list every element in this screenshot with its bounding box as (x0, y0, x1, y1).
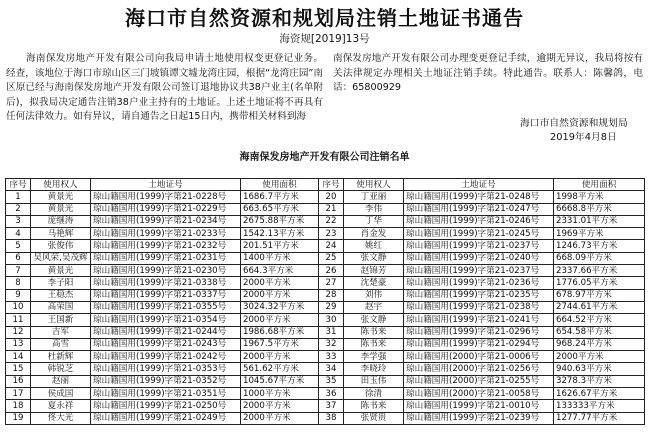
notice-body-left: 海南保发房地产开发有限公司向我局申请土地使用权变更登记业务。经查，该地位于海口市琼山区三门坡镇谭文墟龙湾庄园，根据“龙湾庄园”南区原已经与海南保发房地产开发有限公司签订退地协议共38户业主(名单附后)，拟我局决定通告注销38户业主持有的土地证。上述土地证将不再具有任何法律效力。如有异议，请自通告之日起15日内，携带相关材料到海 (6, 53, 323, 123)
table-row (6, 277, 645, 289)
cell-area: 1969平方米 (554, 228, 645, 240)
cell-owner: 李子阳 (31, 277, 91, 289)
table-row (6, 400, 645, 412)
cell-owner: 陈书来 (344, 400, 404, 412)
cell-area: 1045.67平方米 (241, 375, 319, 387)
cell-owner: 杜新辉 (31, 351, 91, 363)
table-row (6, 388, 645, 400)
cell-no: 9 (6, 289, 31, 301)
cell-area: 2000平方米 (241, 351, 319, 363)
cell-area: 2337.66平方米 (554, 265, 645, 277)
cell-owner: 田玉伟 (344, 375, 404, 387)
header-no: 序号 (6, 179, 31, 191)
cell-cert: 琼山籍国用(1999)字第21-0240号 (404, 252, 554, 264)
cell-area: 2000平方米 (554, 351, 645, 363)
cell-no: 10 (6, 301, 31, 313)
header-cert: 土地证号 (404, 179, 554, 191)
cell-owner: 张贤贵 (344, 412, 404, 424)
cell-area: 1277.77平方米 (554, 412, 645, 424)
cell-owner: 赵丽 (31, 375, 91, 387)
cell-cert: 琼山籍国用(1999)字第21-0353号 (91, 363, 241, 375)
table-row (6, 338, 645, 350)
cell-cert: 琼山籍国用(1999)字第21-0235号 (404, 289, 554, 301)
cell-owner: 高雪 (31, 338, 91, 350)
cell-area: 2675.88平方米 (241, 215, 319, 227)
header-owner: 使用权人 (31, 179, 91, 191)
table-row (6, 314, 645, 326)
table-row (6, 228, 645, 240)
cell-area: 2000平方米 (241, 289, 319, 301)
cell-area: 664.3平方米 (241, 265, 319, 277)
cell-no: 19 (6, 412, 31, 424)
cell-area: 1686.7平方米 (241, 191, 319, 203)
cell-owner: 夏永祥 (31, 400, 91, 412)
cell-owner: 姚红 (344, 240, 404, 252)
cell-owner: 李学强 (344, 351, 404, 363)
table-row (6, 252, 645, 264)
cell-area: 3278.3平方米 (554, 375, 645, 387)
cell-no: 34 (319, 363, 344, 375)
cell-owner: 丁亚丽 (344, 191, 404, 203)
cell-cert: 琼山籍国用(1999)字第21-0354号 (91, 314, 241, 326)
cell-no: 31 (319, 326, 344, 338)
cell-owner: 张俊伟 (31, 240, 91, 252)
cell-cert: 琼山籍国用(1999)字第21-0249号 (91, 412, 241, 424)
cell-no: 27 (319, 277, 344, 289)
table-row (6, 215, 645, 227)
cell-no: 3 (6, 215, 31, 227)
cell-no: 11 (6, 314, 31, 326)
cell-area: 2000平方米 (241, 400, 319, 412)
notice-body-right: 南保发房地产开发有限公司办理变更登记手续，逾期无异议，我局将按有关法律规定办理相关土地证注销手续。特此通告。联系人：陈馨鸽，电话：65800929 (333, 53, 643, 94)
cell-no: 8 (6, 277, 31, 289)
cell-owner: 丁华 (344, 215, 404, 227)
cell-area: 561.62平方米 (241, 363, 319, 375)
cell-cert: 琼山籍国用(1999)字第21-0338号 (91, 277, 241, 289)
cell-area: 1000平方米 (241, 388, 319, 400)
cell-area: 663.65平方米 (241, 203, 319, 215)
cell-cert: 琼山籍国用(1999)字第21-0234号 (91, 215, 241, 227)
cell-cert: 琼山籍国用(1999)字第21-0239号 (404, 412, 554, 424)
cell-cert: 琼山籍国用(1999)字第21-0229号 (91, 203, 241, 215)
cell-area: 664.52平方米 (554, 314, 645, 326)
cell-cert: 琼山籍国用(1999)字第21-0233号 (91, 228, 241, 240)
cell-no: 26 (319, 265, 344, 277)
cell-cert: 琼山籍国用(1999)字第21-0351号 (91, 388, 241, 400)
cell-no: 13 (6, 338, 31, 350)
cell-owner: 王稳杰 (31, 289, 91, 301)
cell-owner: 佟大光 (31, 412, 91, 424)
cell-no: 1 (6, 191, 31, 203)
cell-owner: 黄景光 (31, 265, 91, 277)
cell-area: 1626.67平方米 (554, 388, 645, 400)
cell-cert: 琼山籍国用(2000)字第21-0255号 (404, 375, 554, 387)
cell-area: 668.09平方米 (554, 252, 645, 264)
cell-cert: 琼山籍国用(1999)字第21-0228号 (91, 191, 241, 203)
cell-owner: 王国新 (31, 314, 91, 326)
cell-area: 654.58平方米 (554, 326, 645, 338)
cell-cert: 琼山籍国用(1999)字第21-0250号 (91, 400, 241, 412)
cell-area: 2000平方米 (241, 314, 319, 326)
cell-no: 32 (319, 338, 344, 350)
cell-cert: 琼山籍国用(1999)字第21-0237号 (404, 265, 554, 277)
cell-cert: 琼山籍国用(1999)字第21-0248号 (404, 191, 554, 203)
table-row (6, 265, 645, 277)
cell-no: 12 (6, 326, 31, 338)
issue-date: 2019年4月8日 (550, 132, 617, 143)
cell-no: 36 (319, 388, 344, 400)
cell-no: 23 (319, 228, 344, 240)
cell-no: 29 (319, 301, 344, 313)
cell-no: 17 (6, 388, 31, 400)
cell-no: 16 (6, 375, 31, 387)
cell-owner: 赵锦芳 (344, 265, 404, 277)
cell-area: 6668.8平方米 (554, 203, 645, 215)
cell-cert: 琼山籍国用(1999)字第21-0355号 (91, 301, 241, 313)
cell-cert: 琼山籍国用(1999)字第21-0242号 (91, 351, 241, 363)
cell-cert: 琼山籍国用(2000)字第21-0256号 (404, 363, 554, 375)
cell-area: 2000平方米 (241, 412, 319, 424)
cell-owner: 吉军 (31, 326, 91, 338)
cell-cert: 琼山籍国用(1999)字第21-0246号 (404, 215, 554, 227)
table-row (6, 191, 645, 203)
cell-no: 33 (319, 351, 344, 363)
cell-no: 35 (319, 375, 344, 387)
cell-owner: 韩锐芝 (31, 363, 91, 375)
document-number: 海资规[2019]13号 (279, 33, 370, 45)
header-no: 序号 (319, 179, 344, 191)
cell-no: 2 (6, 203, 31, 215)
cell-area: 678.97平方米 (554, 289, 645, 301)
cell-area: 940.63平方米 (554, 363, 645, 375)
cell-owner: 刘伟 (344, 289, 404, 301)
cell-area: 1998平方米 (554, 191, 645, 203)
cell-area: 1967.5平方米 (241, 338, 319, 350)
cell-no: 28 (319, 289, 344, 301)
cell-no: 20 (319, 191, 344, 203)
cell-owner: 张文静 (344, 314, 404, 326)
cell-cert: 琼山籍国用(1999)字第21-0294号 (404, 338, 554, 350)
cell-cert: 琼山籍国用(1999)字第21-0232号 (91, 240, 241, 252)
header-area: 使用面积 (241, 179, 319, 191)
issuing-authority: 海口市自然资源和规划局 (520, 118, 628, 129)
cell-cert: 琼山籍国用(1999)字第21-0010号 (404, 400, 554, 412)
cell-owner: 陈书来 (344, 338, 404, 350)
cell-area: 133333平方米 (554, 400, 645, 412)
cell-cert: 琼山籍国用(1999)字第21-0236号 (404, 277, 554, 289)
cell-no: 22 (319, 215, 344, 227)
cell-no: 38 (319, 412, 344, 424)
table-row (6, 375, 645, 387)
cell-cert: 琼山籍国用(1999)字第21-0245号 (404, 228, 554, 240)
cell-no: 5 (6, 240, 31, 252)
header-owner: 使用权人 (344, 179, 404, 191)
notice-title: 海口市自然资源和规划局注销土地证书通告 (125, 6, 524, 30)
cell-cert: 琼山籍国用(1999)字第21-0243号 (91, 338, 241, 350)
table-row (6, 351, 645, 363)
header-area: 使用面积 (554, 179, 645, 191)
cell-area: 1776.05平方米 (554, 277, 645, 289)
cell-cert: 琼山籍国用(1999)字第21-0238号 (404, 301, 554, 313)
cell-owner: 肖金发 (344, 228, 404, 240)
cell-no: 30 (319, 314, 344, 326)
table-header-row (6, 179, 645, 191)
cell-owner: 侯成国 (31, 388, 91, 400)
table-row (6, 203, 645, 215)
cell-cert: 琼山籍国用(2000)字第21-0058号 (404, 388, 554, 400)
cell-cert: 琼山籍国用(1999)字第21-0230号 (91, 265, 241, 277)
cell-area: 3024.32平方米 (241, 301, 319, 313)
cell-cert: 琼山籍国用(1999)字第21-0352号 (91, 375, 241, 387)
cell-area: 1542.13平方米 (241, 228, 319, 240)
cell-owner: 马艳辉 (31, 228, 91, 240)
table-row (6, 240, 645, 252)
cell-cert: 琼山籍国用(1999)字第21-0337号 (91, 289, 241, 301)
table-body (6, 191, 645, 425)
header-cert: 土地证号 (91, 179, 241, 191)
cancellation-table (5, 178, 645, 425)
cell-no: 25 (319, 252, 344, 264)
cell-owner: 陈书来 (344, 326, 404, 338)
cell-no: 6 (6, 252, 31, 264)
cell-owner: 高荣国 (31, 301, 91, 313)
cell-no: 24 (319, 240, 344, 252)
cell-area: 2000平方米 (241, 277, 319, 289)
cell-no: 7 (6, 265, 31, 277)
cell-cert: 琼山籍国用(1999)字第21-0247号 (404, 203, 554, 215)
table-row (6, 326, 645, 338)
cell-owner: 黄景光 (31, 191, 91, 203)
cell-cert: 琼山籍国用(2000)字第21-0006号 (404, 351, 554, 363)
table-row (6, 412, 645, 424)
cell-area: 201.51平方米 (241, 240, 319, 252)
cell-owner: 黄景光 (31, 203, 91, 215)
cell-area: 1400平方米 (241, 252, 319, 264)
cell-owner: 沈楚豪 (344, 277, 404, 289)
cell-owner: 张文静 (344, 252, 404, 264)
cell-no: 18 (6, 400, 31, 412)
cell-owner: 吴风荣,吴茂辉 (31, 252, 91, 264)
table-row (6, 363, 645, 375)
table-row (6, 289, 645, 301)
cell-cert: 琼山籍国用(1999)字第21-0231号 (91, 252, 241, 264)
cell-area: 968.24平方米 (554, 338, 645, 350)
cell-no: 15 (6, 363, 31, 375)
cell-cert: 琼山籍国用(1999)字第21-0244号 (91, 326, 241, 338)
cell-cert: 琼山籍国用(1999)字第21-0241号 (404, 314, 554, 326)
cell-no: 4 (6, 228, 31, 240)
cell-owner: 李晓玲 (344, 363, 404, 375)
cell-no: 37 (319, 400, 344, 412)
cell-owner: 庞继涛 (31, 215, 91, 227)
cell-cert: 琼山籍国用(1999)字第21-0296号 (404, 326, 554, 338)
cell-no: 21 (319, 203, 344, 215)
cell-owner: 李伟 (344, 203, 404, 215)
cell-owner: 赵宇 (344, 301, 404, 313)
table-title: 海南保发房地产开发有限公司注销名单 (239, 152, 410, 163)
cell-area: 2744.61平方米 (554, 301, 645, 313)
cell-no: 14 (6, 351, 31, 363)
cell-area: 1246.73平方米 (554, 240, 645, 252)
cell-cert: 琼山籍国用(1999)字第21-0237号 (404, 240, 554, 252)
table-row (6, 301, 645, 313)
cell-owner: 徐清 (344, 388, 404, 400)
cell-area: 1986.68平方米 (241, 326, 319, 338)
cell-area: 2331.01平方米 (554, 215, 645, 227)
